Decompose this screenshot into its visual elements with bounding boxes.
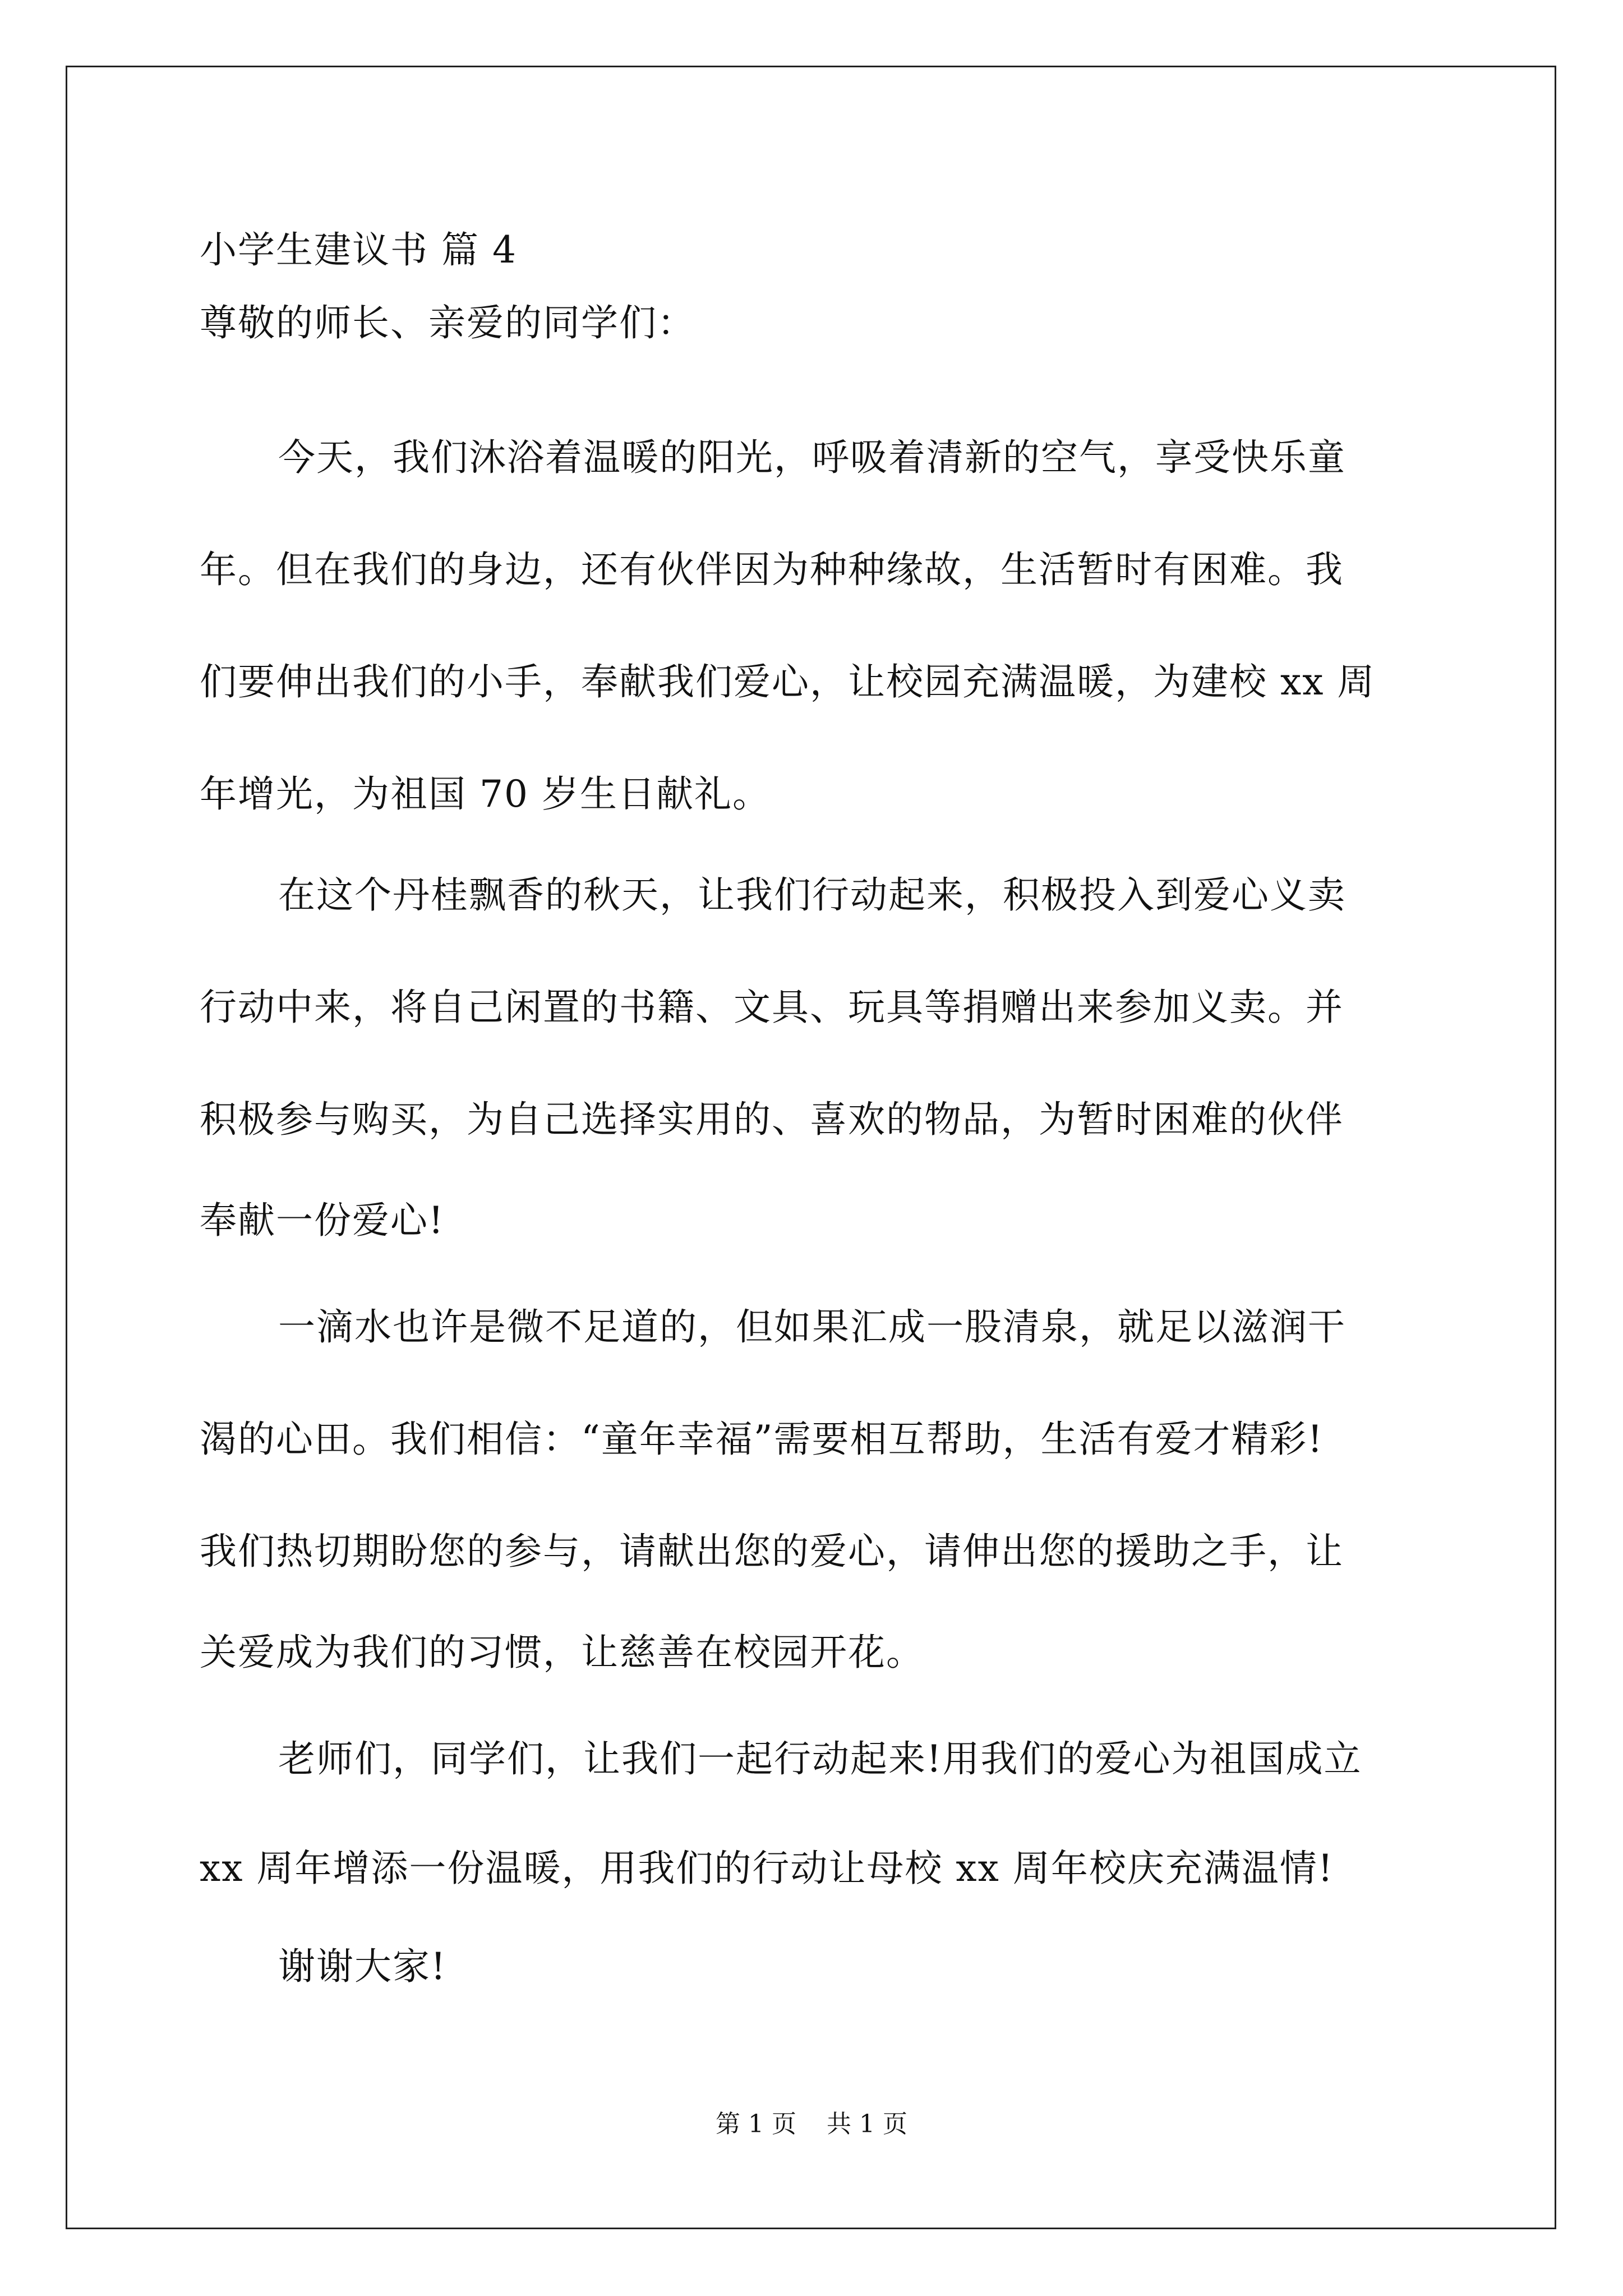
page-number: 第 1 页 bbox=[716, 2110, 796, 2138]
paragraph-2-line-4: 奉献一份爱心! bbox=[200, 1199, 445, 1242]
paragraph-1-line-4: 年增光，为祖国 70 岁生日献礼。 bbox=[200, 772, 771, 816]
closing-thanks: 谢谢大家! bbox=[278, 1945, 447, 1988]
document-title: 小学生建议书 篇 4 bbox=[200, 228, 517, 272]
page-footer bbox=[0, 2104, 1623, 2139]
paragraph-2-line-2: 行动中来，将自己闲置的书籍、文具、玩具等捐赠出来参加义卖。并 bbox=[200, 986, 1344, 1029]
page-total: 共 1 页 bbox=[827, 2110, 907, 2138]
paragraph-2-line-3: 积极参与购买，为自己选择实用的、喜欢的物品，为暂时困难的伙伴 bbox=[200, 1098, 1344, 1141]
paragraph-3-line-3: 我们热切期盼您的参与，请献出您的爱心，请伸出您的援助之手，让 bbox=[200, 1530, 1344, 1573]
page-border bbox=[66, 66, 1556, 2229]
paragraph-1-line-1: 今天，我们沐浴着温暖的阳光，呼吸着清新的空气，享受快乐童 bbox=[278, 436, 1346, 479]
paragraph-3-line-2: 渴的心田。我们相信：“童年幸福”需要相互帮助，生活有爱才精彩! bbox=[200, 1418, 1324, 1461]
paragraph-4-line-2: xx 周年增添一份温暖，用我们的行动让母校 xx 周年校庆充满温情! bbox=[200, 1847, 1334, 1890]
paragraph-3-line-1: 一滴水也许是微不足道的，但如果汇成一股清泉，就足以滋润干 bbox=[278, 1305, 1346, 1349]
paragraph-3-line-4: 关爱成为我们的习惯，让慈善在校园开花。 bbox=[200, 1631, 924, 1674]
salutation: 尊敬的师长、亲爱的同学们： bbox=[200, 301, 695, 344]
paragraph-4-line-1: 老师们，同学们，让我们一起行动起来!用我们的爱心为祖国成立 bbox=[278, 1737, 1362, 1780]
paragraph-2-line-1: 在这个丹桂飘香的秋天，让我们行动起来，积极投入到爱心义卖 bbox=[278, 873, 1346, 917]
paragraph-1-line-2: 年。但在我们的身边，还有伙伴因为种种缘故，生活暂时有困难。我 bbox=[200, 548, 1344, 591]
paragraph-1-line-3: 们要伸出我们的小手，奉献我们爱心，让校园充满温暖，为建校 xx 周 bbox=[200, 660, 1376, 703]
